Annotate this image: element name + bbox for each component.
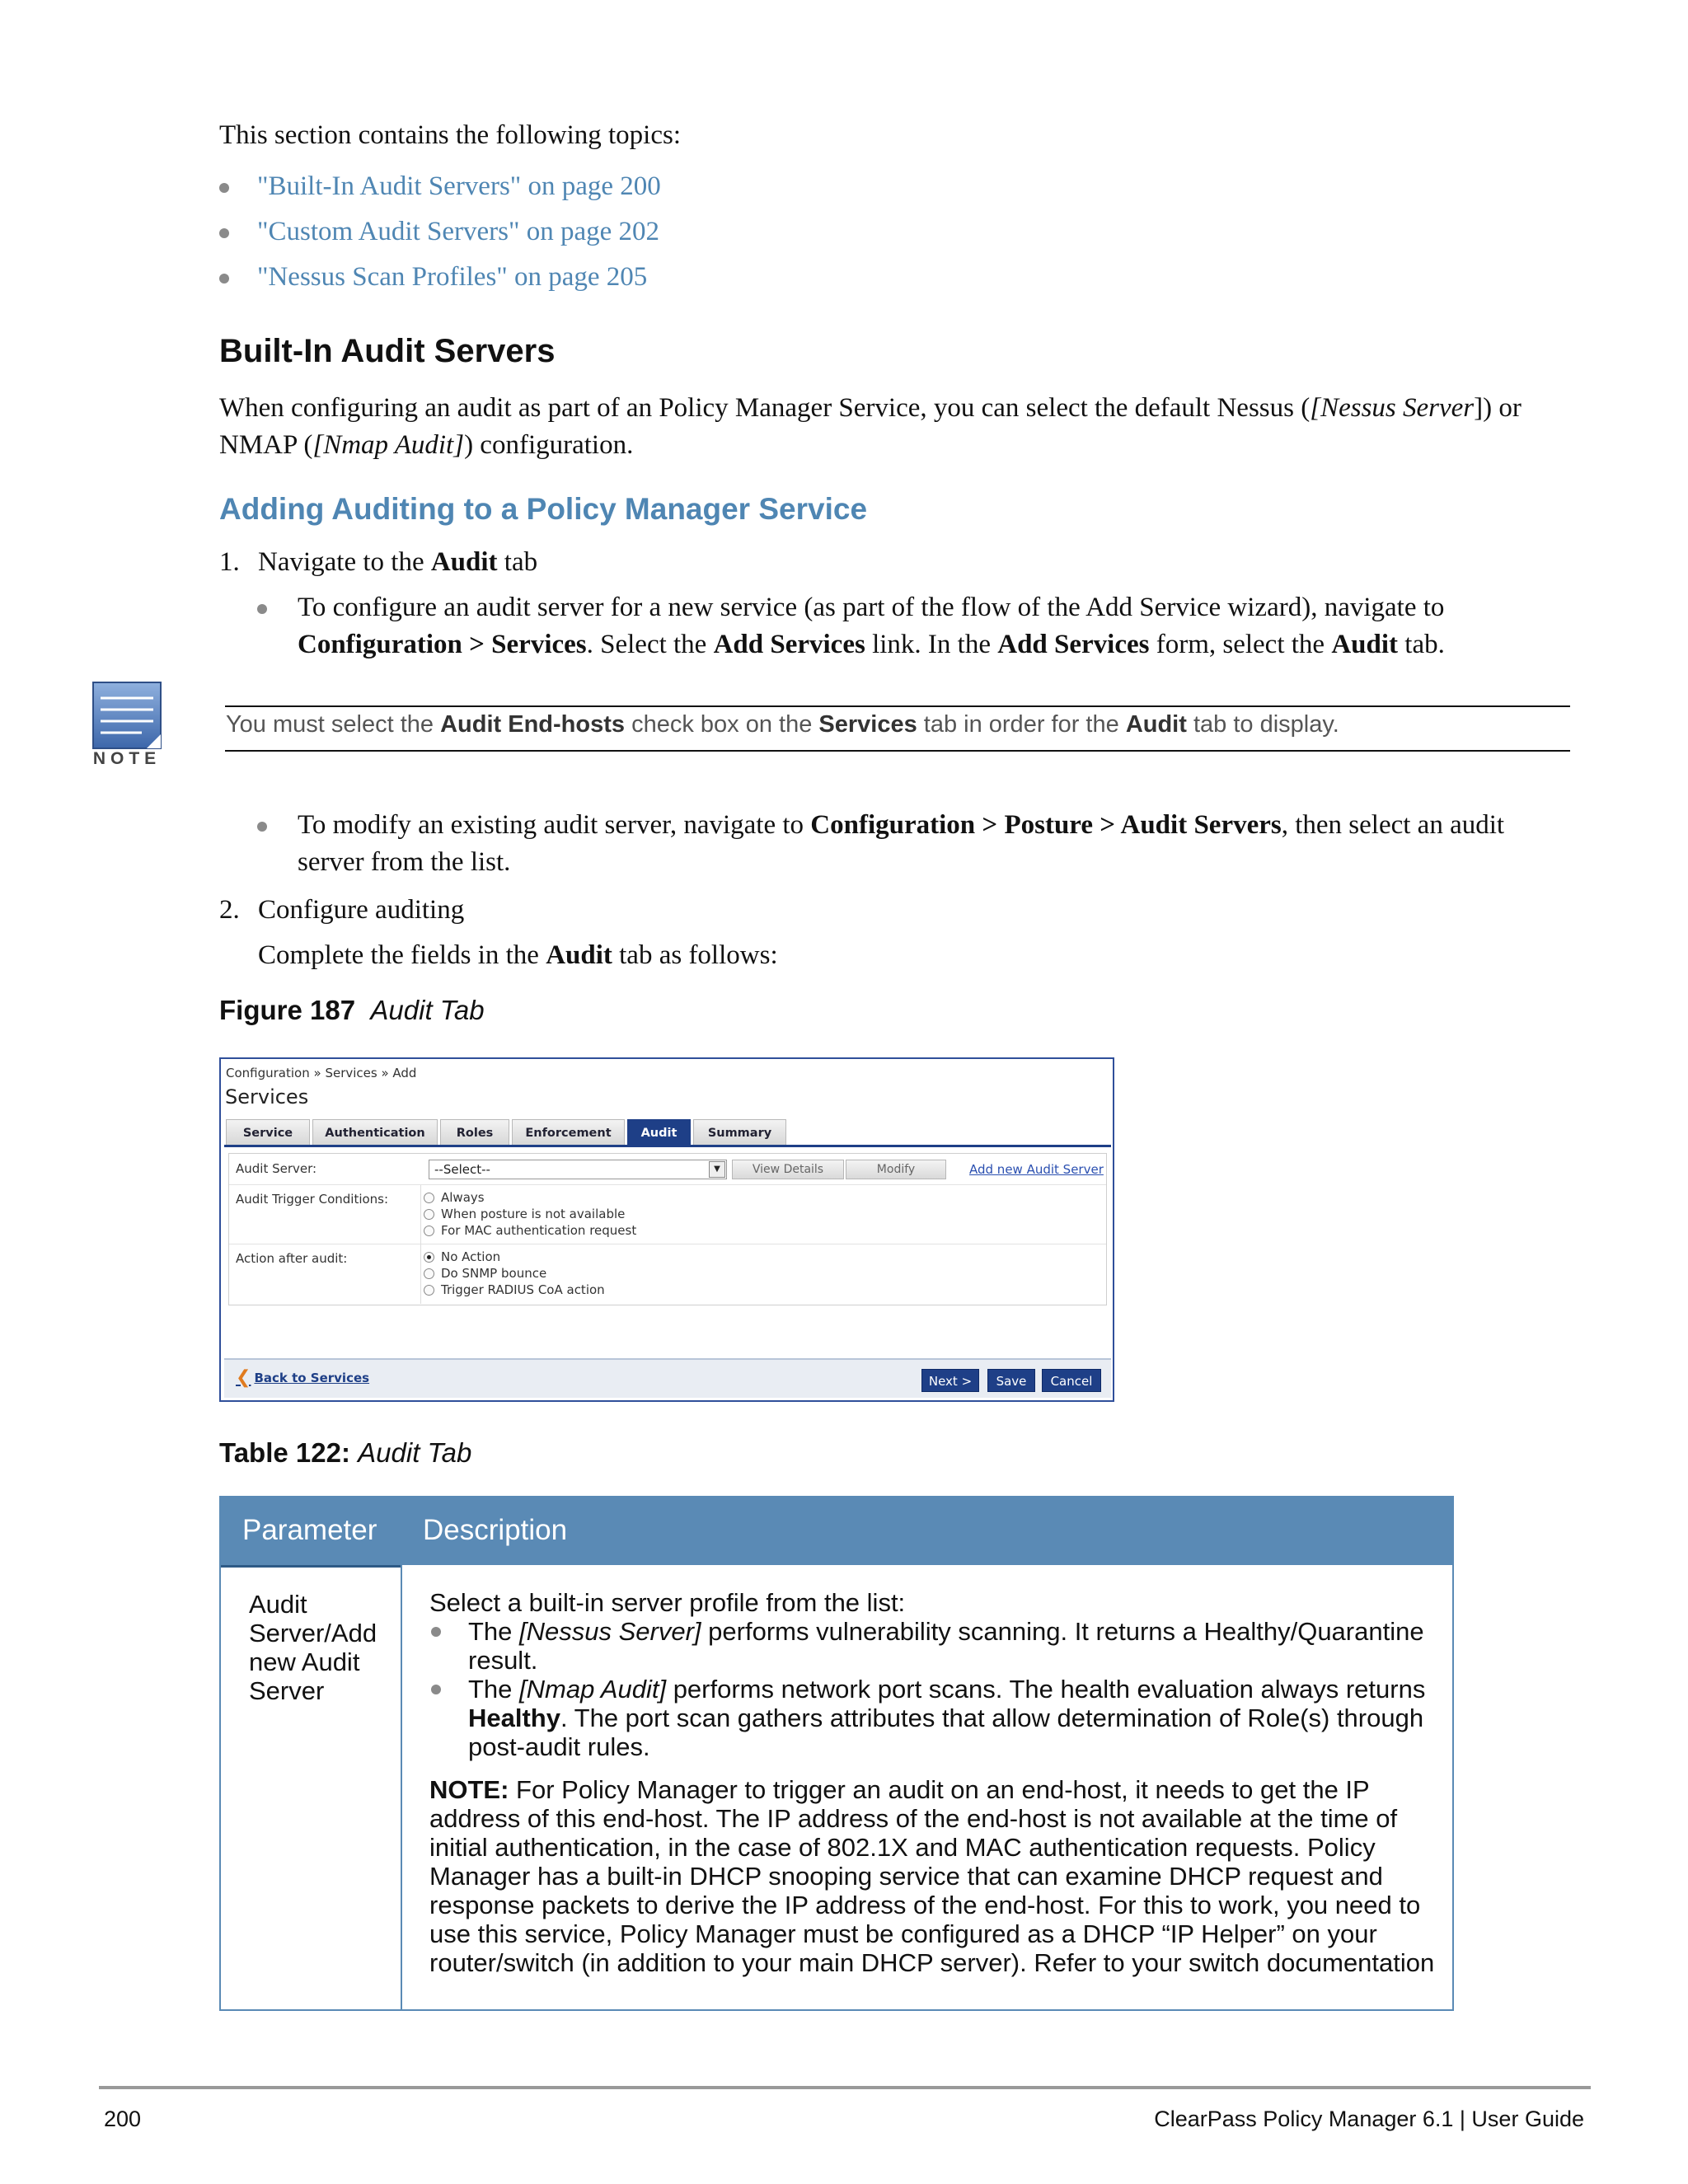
tab-authentication[interactable]: Authentication	[312, 1119, 438, 1146]
chevron-down-icon: ▼	[709, 1161, 725, 1178]
column-divider	[401, 1565, 402, 2009]
bullet-icon	[219, 183, 229, 193]
header-parameter: Parameter	[242, 1514, 377, 1546]
radio-icon[interactable]	[424, 1285, 434, 1296]
form-footer	[224, 1358, 1111, 1398]
note-icon-label: NOTE	[92, 749, 162, 768]
action-option-snmp-bounce[interactable]: Do SNMP bounce	[424, 1266, 546, 1281]
header-description: Description	[423, 1514, 568, 1546]
bullet-icon	[257, 822, 267, 832]
note-icon	[92, 682, 162, 749]
bullet-icon	[219, 228, 229, 238]
action-option-no-action[interactable]: No Action	[424, 1249, 500, 1264]
description-intro: Select a built-in server profile from the list:	[429, 1588, 906, 1617]
radio-icon[interactable]	[424, 1193, 434, 1203]
audit-trigger-label: Audit Trigger Conditions:	[236, 1192, 389, 1207]
topic-link-built-in-audit-servers[interactable]: "Built-In Audit Servers" on page 200	[257, 171, 661, 201]
row-divider	[420, 1244, 421, 1304]
radio-icon[interactable]	[424, 1209, 434, 1220]
section-title: Built-In Audit Servers	[219, 333, 556, 369]
footer-rule	[99, 2086, 1591, 2089]
tab-roles[interactable]: Roles	[440, 1119, 509, 1146]
parameter-cell: Audit Server/Add new Audit Server	[249, 1590, 377, 1705]
audit-trigger-row	[229, 1185, 1106, 1244]
cancel-button[interactable]: Cancel	[1042, 1369, 1101, 1392]
trigger-option-posture[interactable]: When posture is not available	[424, 1207, 625, 1221]
audit-server-row	[229, 1154, 1106, 1185]
tab-bar	[226, 1119, 789, 1146]
bullet-icon	[431, 1685, 441, 1694]
bullet-icon	[257, 604, 267, 614]
bullet-icon	[219, 274, 229, 284]
header-underline	[221, 1565, 402, 1568]
action-after-audit-label: Action after audit:	[236, 1251, 348, 1266]
radio-icon[interactable]	[424, 1226, 434, 1236]
bullet-icon	[431, 1627, 441, 1637]
tab-service[interactable]: Service	[226, 1119, 310, 1146]
tab-underline	[224, 1145, 1111, 1147]
row-divider	[420, 1185, 421, 1244]
step-1-bullet-new-service: To configure an audit server for a new service (as part of the flow of the Add Service wizard), navigate to Configuration > Services. Select the Add Services link. In the Add Services form, select the Audit tab.	[298, 593, 1445, 659]
breadcrumb: Configuration » Services » Add	[226, 1066, 417, 1080]
description-note: NOTE: For Policy Manager to trigger an audit on an end-host, it needs to get the IP address of this end-host. The IP address of the end-host is not available at the time of initial authentication, in the case of 802.1X and MAC authentication requests. Policy Manager has a built-in DHCP snooping service that can examine DHCP request and response packets to derive the IP address of the end-host. For this to work, you need to use this service, Policy Manager must be configured as a DHCP “IP Helper” on your router/switch (in addition to your main DHCP server). Refer to your switch documentation	[429, 1775, 1435, 1977]
modify-button[interactable]: Modify	[846, 1160, 946, 1179]
save-button[interactable]: Save	[987, 1369, 1035, 1392]
note-bottom-rule	[225, 750, 1570, 752]
trigger-option-mac[interactable]: For MAC authentication request	[424, 1223, 636, 1238]
audit-server-label: Audit Server:	[236, 1161, 317, 1176]
tab-summary[interactable]: Summary	[693, 1119, 786, 1146]
figure-caption: Figure 187 Audit Tab	[219, 995, 485, 1025]
step-2-subtext: Complete the fields in the Audit tab as follows:	[258, 940, 778, 970]
radio-icon[interactable]	[424, 1268, 434, 1279]
description-cell	[429, 1588, 1443, 1977]
tab-audit[interactable]: Audit	[627, 1119, 691, 1146]
add-new-audit-server-link[interactable]: Add new Audit Server	[969, 1162, 1104, 1177]
audit-form-panel	[228, 1153, 1107, 1305]
back-arrow-icon: ❮	[236, 1367, 251, 1388]
page-title: Services	[225, 1085, 309, 1108]
page-number: 200	[104, 2107, 142, 2131]
intro-text: This section contains the following topics:	[219, 120, 682, 150]
next-button[interactable]: Next >	[921, 1369, 979, 1392]
description-bullet-nmap: The [Nmap Audit] performs network port scans. The health evaluation always returns Healthy. The port scan gathers attributes that allow determination of Role(s) through post-audit rules.	[429, 1675, 1443, 1761]
step-1-text: Navigate to the Audit tab	[258, 547, 538, 577]
description-bullet-nessus: The [Nessus Server] performs vulnerability scanning. It returns a Healthy/Quarantine result.	[429, 1617, 1443, 1675]
table-header	[221, 1497, 1452, 1565]
step-1-number: 1.	[219, 547, 240, 577]
trigger-option-always[interactable]: Always	[424, 1190, 485, 1205]
note-text: You must select the Audit End-hosts check box on the Services tab in order for the Audit tab to display.	[226, 711, 1339, 738]
topic-link-custom-audit-servers[interactable]: "Custom Audit Servers" on page 202	[257, 217, 659, 246]
audit-server-select[interactable]: --Select-- ▼	[429, 1160, 727, 1179]
action-after-audit-row	[229, 1244, 1106, 1304]
step-2-text: Configure auditing	[258, 895, 465, 925]
tab-enforcement[interactable]: Enforcement	[512, 1119, 625, 1146]
subsection-title: Adding Auditing to a Policy Manager Service	[219, 492, 868, 526]
action-option-radius-coa[interactable]: Trigger RADIUS CoA action	[424, 1282, 605, 1297]
topic-link-nessus-scan-profiles[interactable]: "Nessus Scan Profiles" on page 205	[257, 262, 648, 292]
step-2-number: 2.	[219, 895, 240, 925]
guide-title: ClearPass Policy Manager 6.1 | User Guide	[1154, 2107, 1584, 2131]
audit-tab-screenshot	[219, 1057, 1114, 1402]
back-to-services-link[interactable]: ❮ Back to Services	[236, 1367, 370, 1388]
section-paragraph: When configuring an audit as part of an Policy Manager Service, you can select the default Nessus ([Nessus Server]) or NMAP ([Nmap Audit]) configuration.	[219, 393, 1522, 460]
note-top-rule	[225, 705, 1570, 707]
table-caption: Table 122: Audit Tab	[219, 1437, 472, 1468]
audit-tab-table	[219, 1496, 1454, 2011]
step-1-bullet-modify-server: To modify an existing audit server, navigate to Configuration > Posture > Audit Servers, then select an audit server from the list.	[298, 810, 1505, 877]
view-details-button[interactable]: View Details	[732, 1160, 844, 1179]
radio-selected-icon[interactable]	[424, 1252, 434, 1263]
